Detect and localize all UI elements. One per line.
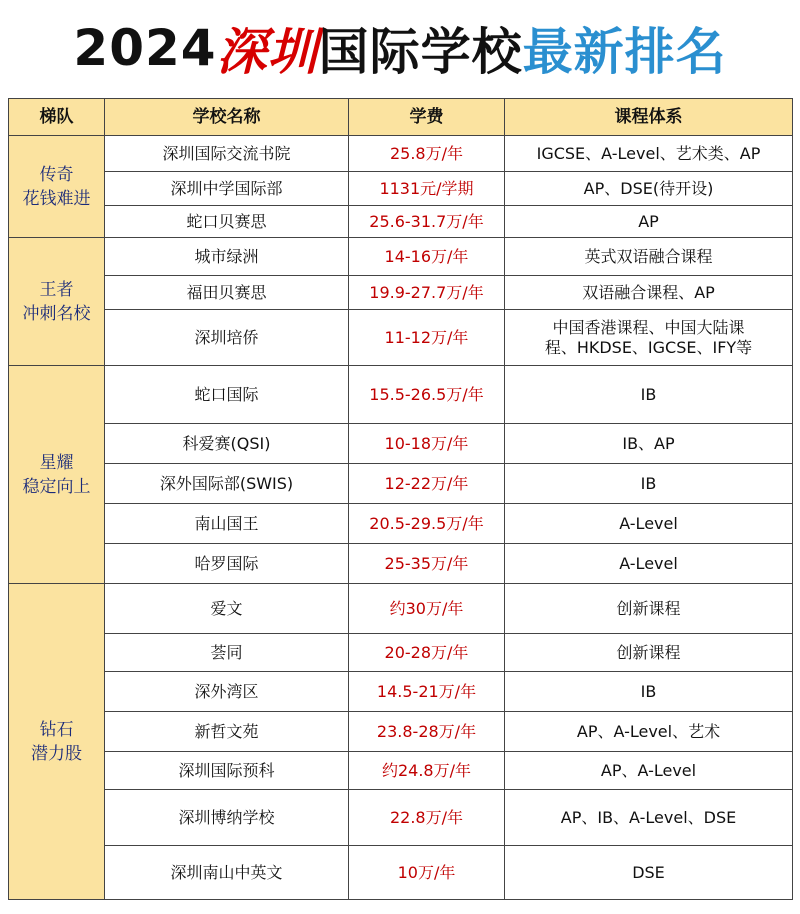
school-fee: 19.9-27.7万/年	[349, 276, 505, 310]
table-row	[9, 238, 793, 276]
school-fee: 10-18万/年	[349, 424, 505, 464]
school-curriculum: 创新课程	[505, 584, 793, 634]
tier-label-line2: 冲刺名校	[22, 303, 91, 324]
school-name: 深圳国际交流书院	[105, 136, 349, 172]
school-curriculum: IB	[505, 672, 793, 712]
school-name: 荟同	[105, 634, 349, 672]
school-fee: 14.5-21万/年	[349, 672, 505, 712]
table-row	[9, 672, 793, 712]
table-row	[9, 206, 793, 238]
table-row	[9, 464, 793, 504]
table-row	[9, 172, 793, 206]
tier-label-line2: 潜力股	[31, 743, 82, 764]
table-row	[9, 276, 793, 310]
school-name: 深圳博纳学校	[105, 790, 349, 846]
header-fee: 学费	[349, 99, 505, 136]
school-fee: 12-22万/年	[349, 464, 505, 504]
table-row	[9, 584, 793, 634]
school-name: 深圳培侨	[105, 310, 349, 366]
school-name: 南山国王	[105, 504, 349, 544]
school-fee: 20-28万/年	[349, 634, 505, 672]
table-row	[9, 752, 793, 790]
school-curriculum	[505, 310, 793, 366]
curriculum-line1: 中国香港课程、中国大陆课	[552, 317, 745, 337]
table-row	[9, 634, 793, 672]
school-fee: 14-16万/年	[349, 238, 505, 276]
school-fee: 15.5-26.5万/年	[349, 366, 505, 424]
school-name: 城市绿洲	[105, 238, 349, 276]
school-fee: 11-12万/年	[349, 310, 505, 366]
school-curriculum: A-Level	[505, 544, 793, 584]
school-curriculum: IB	[505, 366, 793, 424]
tier-label-line2: 花钱难进	[22, 188, 91, 209]
title-end: 最新排名	[522, 23, 727, 81]
school-curriculum: AP、IB、A-Level、DSE	[505, 790, 793, 846]
school-curriculum: 创新课程	[505, 634, 793, 672]
table-row	[9, 846, 793, 900]
school-fee: 约24.8万/年	[349, 752, 505, 790]
school-fee: 20.5-29.5万/年	[349, 504, 505, 544]
school-name: 爱文	[105, 584, 349, 634]
tier-label-line1: 传奇	[39, 164, 74, 185]
school-name: 深外湾区	[105, 672, 349, 712]
table-row	[9, 790, 793, 846]
table-row	[9, 310, 793, 366]
school-name: 深圳中学国际部	[105, 172, 349, 206]
tier-label-line2: 稳定向上	[22, 476, 91, 497]
school-curriculum: 双语融合课程、AP	[505, 276, 793, 310]
school-fee: 22.8万/年	[349, 790, 505, 846]
tier-cell	[9, 238, 105, 366]
school-curriculum: IB、AP	[505, 424, 793, 464]
title-year: 2024	[73, 19, 217, 77]
title-middle: 国际学校	[318, 23, 523, 81]
table-row	[9, 544, 793, 584]
header-school-name: 学校名称	[105, 99, 349, 136]
school-name: 深圳国际预科	[105, 752, 349, 790]
school-curriculum: AP	[505, 206, 793, 238]
school-name: 科爱赛(QSI)	[105, 424, 349, 464]
page-title	[0, 0, 800, 96]
school-curriculum: AP、DSE(待开设)	[505, 172, 793, 206]
school-curriculum: AP、A-Level	[505, 752, 793, 790]
school-fee: 25-35万/年	[349, 544, 505, 584]
table-row	[9, 424, 793, 464]
school-name: 深圳南山中英文	[105, 846, 349, 900]
school-fee: 23.8-28万/年	[349, 712, 505, 752]
school-fee: 10万/年	[349, 846, 505, 900]
school-fee: 约30万/年	[349, 584, 505, 634]
school-curriculum: DSE	[505, 846, 793, 900]
school-name: 新哲文苑	[105, 712, 349, 752]
table-row	[9, 504, 793, 544]
table-row	[9, 366, 793, 424]
school-curriculum: 英式双语融合课程	[505, 238, 793, 276]
school-name: 哈罗国际	[105, 544, 349, 584]
school-curriculum: A-Level	[505, 504, 793, 544]
school-fee: 25.6-31.7万/年	[349, 206, 505, 238]
school-curriculum: AP、A-Level、艺术	[505, 712, 793, 752]
school-name: 深外国际部(SWIS)	[105, 464, 349, 504]
tier-cell	[9, 366, 105, 584]
title-city: 深圳	[216, 22, 319, 81]
header-curriculum: 课程体系	[505, 99, 793, 136]
tier-label-line1: 星耀	[39, 452, 74, 473]
curriculum-line2: 程、HKDSE、IGCSE、IFY等	[544, 337, 753, 357]
table-header-row	[9, 99, 793, 136]
school-curriculum: IGCSE、A-Level、艺术类、AP	[505, 136, 793, 172]
school-name: 蛇口国际	[105, 366, 349, 424]
header-tier: 梯队	[9, 99, 105, 136]
tier-label-line1: 钻石	[39, 719, 74, 740]
ranking-table	[8, 98, 793, 900]
school-curriculum: IB	[505, 464, 793, 504]
table-row	[9, 136, 793, 172]
school-name: 蛇口贝赛思	[105, 206, 349, 238]
school-fee: 1131元/学期	[349, 172, 505, 206]
table-row	[9, 712, 793, 752]
tier-label-line1: 王者	[39, 279, 74, 300]
tier-cell	[9, 584, 105, 900]
school-fee: 25.8万/年	[349, 136, 505, 172]
tier-cell	[9, 136, 105, 238]
school-name: 福田贝赛思	[105, 276, 349, 310]
